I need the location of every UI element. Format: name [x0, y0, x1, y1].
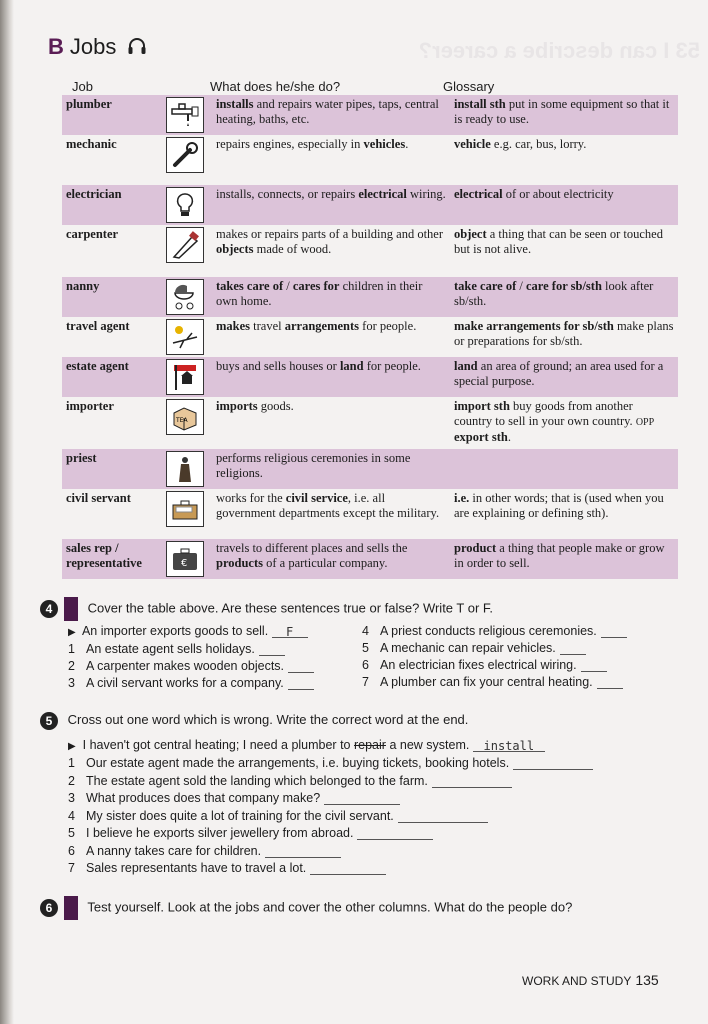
exercise-5-item: [68, 826, 433, 840]
job-description: imports goods.: [216, 399, 294, 413]
exercise-6-heading: [40, 896, 572, 920]
item-number: 2: [68, 659, 75, 673]
item-text: A civil servant works for a company.: [86, 676, 284, 690]
item-number: 2: [68, 773, 75, 788]
footer-label: WORK AND STUDY: [522, 974, 632, 988]
job-name: carpenter: [66, 227, 119, 241]
table-row: [62, 225, 678, 277]
answer-blank[interactable]: [288, 677, 314, 690]
item-number: 3: [68, 791, 75, 805]
glossary-entry: vehicle e.g. car, bus, lorry.: [454, 137, 587, 151]
glossary-entry: product a thing that people make or grow in order to sell.: [450, 539, 678, 579]
answer-blank[interactable]: [288, 660, 314, 673]
job-description: installs and repairs water pipes, taps, central heating, baths, etc.: [212, 95, 450, 135]
page-number: 135: [635, 972, 659, 988]
glossary-entry: make arrangements for sb/sth make plans or preparations for sb/sth.: [454, 319, 674, 348]
saw-icon: [166, 227, 204, 263]
item-number: 4: [362, 624, 369, 638]
answer-blank[interactable]: [560, 642, 586, 655]
exercise-4-item: [362, 624, 627, 638]
job-name: importer: [66, 399, 114, 413]
item-number: 5: [68, 826, 75, 840]
exercise-instruction: Cross out one word which is wrong. Write the correct word at the end.: [67, 712, 469, 728]
item-text: What produces does that company make?: [86, 791, 321, 805]
page-binding-shadow: [0, 0, 14, 1024]
glossary-entry: electrical of or about electricity: [450, 185, 678, 225]
table-row: [62, 357, 678, 397]
job-name: estate agent: [62, 357, 162, 397]
exercise-4-heading: [40, 597, 493, 621]
item-text: A priest conducts religious ceremonies.: [380, 624, 597, 638]
item-number: 7: [362, 675, 369, 689]
job-name: plumber: [62, 95, 162, 135]
item-text: My sister does quite a lot of training for the civil servant.: [86, 808, 394, 823]
lightbulb-icon: [166, 187, 204, 223]
item-number: 4: [68, 808, 75, 823]
item-number: 1: [68, 642, 75, 656]
section-title: Jobs: [69, 34, 117, 59]
column-header-what: What does he/she do?: [210, 79, 341, 94]
item-number: 6: [68, 843, 75, 858]
item-text: A carpenter makes wooden objects.: [86, 659, 285, 673]
item-text: Our estate agent made the arrangements, i.e. buying tickets, booking hotels.: [86, 756, 510, 770]
item-number: 6: [362, 658, 369, 672]
exercise-4-item: [362, 641, 586, 655]
for-sale-sign-icon: [166, 359, 204, 395]
wrench-icon: [166, 137, 204, 173]
sample-case-icon: [166, 541, 204, 577]
job-description: makes or repairs parts of a building and other objects made of wood.: [216, 227, 444, 256]
job-name: electrician: [62, 185, 162, 225]
exercise-4-item: [68, 659, 314, 673]
exercise-5-item: [68, 809, 488, 823]
exercise-instruction: Test yourself. Look at the jobs and cover the other columns. What do the people do?: [87, 899, 573, 915]
jobs-table: [62, 95, 678, 579]
item-number: 5: [362, 641, 369, 655]
exercise-5-item: [68, 861, 386, 875]
answer-blank[interactable]: [265, 845, 341, 858]
item-number: 1: [68, 756, 75, 770]
job-description: buys and sells houses or land for people.: [212, 357, 450, 397]
exercise-instruction: Cover the table above. Are these sentences true or false? Write T or F.: [87, 600, 494, 616]
priest-icon: [166, 451, 204, 487]
answer-blank[interactable]: [581, 659, 607, 672]
glossary-entry: take care of / care for sb/sth look after sb/sth.: [450, 277, 678, 317]
answer-blank[interactable]: install: [473, 739, 545, 752]
headphones-icon[interactable]: [127, 35, 147, 61]
item-text: The estate agent sold the landing which belonged to the farm.: [86, 773, 428, 788]
table-row: [62, 95, 678, 135]
job-name: civil servant: [66, 491, 131, 505]
item-number: 7: [68, 861, 75, 875]
job-description: works for the civil service, i.e. all government departments except the military.: [216, 491, 440, 520]
exercise-5-item: [68, 774, 512, 788]
job-name: travel agent: [66, 319, 130, 333]
item-text: A nanny takes care for children.: [86, 843, 262, 858]
job-description: makes travel arrangements for people.: [216, 319, 417, 333]
section-heading: [48, 34, 147, 61]
struck-word: repair: [353, 738, 386, 752]
answer-blank[interactable]: [324, 792, 400, 805]
table-row: [62, 317, 678, 357]
job-name: priest: [62, 449, 162, 489]
answer-blank[interactable]: [597, 676, 623, 689]
item-text: Sales representants have to travel a lot.: [86, 861, 307, 875]
job-description: takes care of / cares for children in their own home.: [212, 277, 450, 317]
item-text: I believe he exports silver jewellery from abroad.: [86, 826, 354, 840]
arrow-icon: ▶: [68, 741, 76, 752]
exercise-5-item: [68, 756, 593, 770]
exercise-number: 6: [40, 899, 58, 917]
glossary-entry: land an area of ground; an area used for a special purpose.: [450, 357, 678, 397]
exercise-5-item: [68, 844, 341, 858]
table-row: [62, 489, 678, 539]
item-text: A mechanic can repair vehicles.: [380, 641, 556, 655]
pram-icon: [166, 279, 204, 315]
exercise-4-item: [68, 642, 285, 656]
bleed-through-text: 53 I can describe a career?: [418, 38, 700, 63]
briefcase-icon: [166, 491, 204, 527]
exercise-5-item: [68, 791, 400, 805]
exercise-number: 5: [40, 712, 58, 730]
table-row: [62, 135, 678, 185]
job-description: travels to different places and sells the products of a particular company.: [212, 539, 450, 579]
table-row: [62, 185, 678, 225]
item-text: A plumber can fix your central heating.: [380, 675, 593, 689]
answer-blank[interactable]: [513, 757, 593, 770]
job-description: repairs engines, especially in vehicles.: [216, 137, 409, 151]
exercise-tab-marker: [64, 896, 78, 920]
answer-blank[interactable]: [601, 625, 627, 638]
arrow-icon: ▶: [68, 627, 76, 638]
page-footer: [522, 972, 659, 988]
svg-text:€: €: [181, 558, 188, 569]
column-header-job: Job: [72, 79, 93, 94]
plane-icon: [166, 319, 204, 355]
glossary-entry: import sth buy goods from another country to sell in your own country. OPP export sth.: [454, 399, 655, 444]
job-name: mechanic: [66, 137, 117, 151]
tap-icon: [166, 97, 204, 133]
answer-blank[interactable]: [432, 775, 512, 788]
answer-blank[interactable]: [398, 810, 488, 823]
exercise-5-heading: [40, 712, 468, 730]
job-description: performs religious ceremonies in some religions.: [212, 449, 450, 489]
glossary-entry: object a thing that can be seen or touched but is not alive.: [454, 227, 663, 256]
exercise-number: 4: [40, 600, 58, 618]
exercise-4-item: [362, 675, 623, 689]
answer-blank[interactable]: [310, 862, 386, 875]
table-row: [62, 539, 678, 579]
glossary-entry: install sth put in some equipment so that it is ready to use.: [450, 95, 678, 135]
glossary-entry: i.e. in other words; that is (used when you are explaining or defining sth).: [454, 491, 664, 520]
item-text: An electrician fixes electrical wiring.: [380, 658, 577, 672]
job-description: installs, connects, or repairs electrical wiring.: [212, 185, 450, 225]
answer-blank[interactable]: [259, 643, 285, 656]
exercise-4-item: [362, 658, 607, 672]
table-row: [62, 277, 678, 317]
answer-blank[interactable]: [357, 827, 433, 840]
exercise-5-example: ▶ I haven't got central heating; I need a plumber to repair a new system. install: [68, 738, 545, 752]
svg-text:TEA: TEA: [176, 417, 188, 424]
item-text: An estate agent sells holidays.: [86, 642, 255, 656]
exercise-4-example: ▶ An importer exports goods to sell. F: [68, 624, 308, 638]
exercise-tab-marker: [64, 597, 78, 621]
table-row: [62, 397, 678, 449]
item-number: 3: [68, 676, 75, 690]
answer-blank[interactable]: F: [272, 625, 308, 638]
glossary-entry: [450, 449, 678, 489]
column-header-glossary: Glossary: [443, 79, 495, 94]
table-row: [62, 449, 678, 489]
section-letter: B: [48, 34, 64, 59]
tea-box-icon: [166, 399, 204, 435]
job-name: sales rep / representative: [62, 539, 162, 579]
exercise-4-item: [68, 676, 314, 690]
job-name: nanny: [62, 277, 162, 317]
